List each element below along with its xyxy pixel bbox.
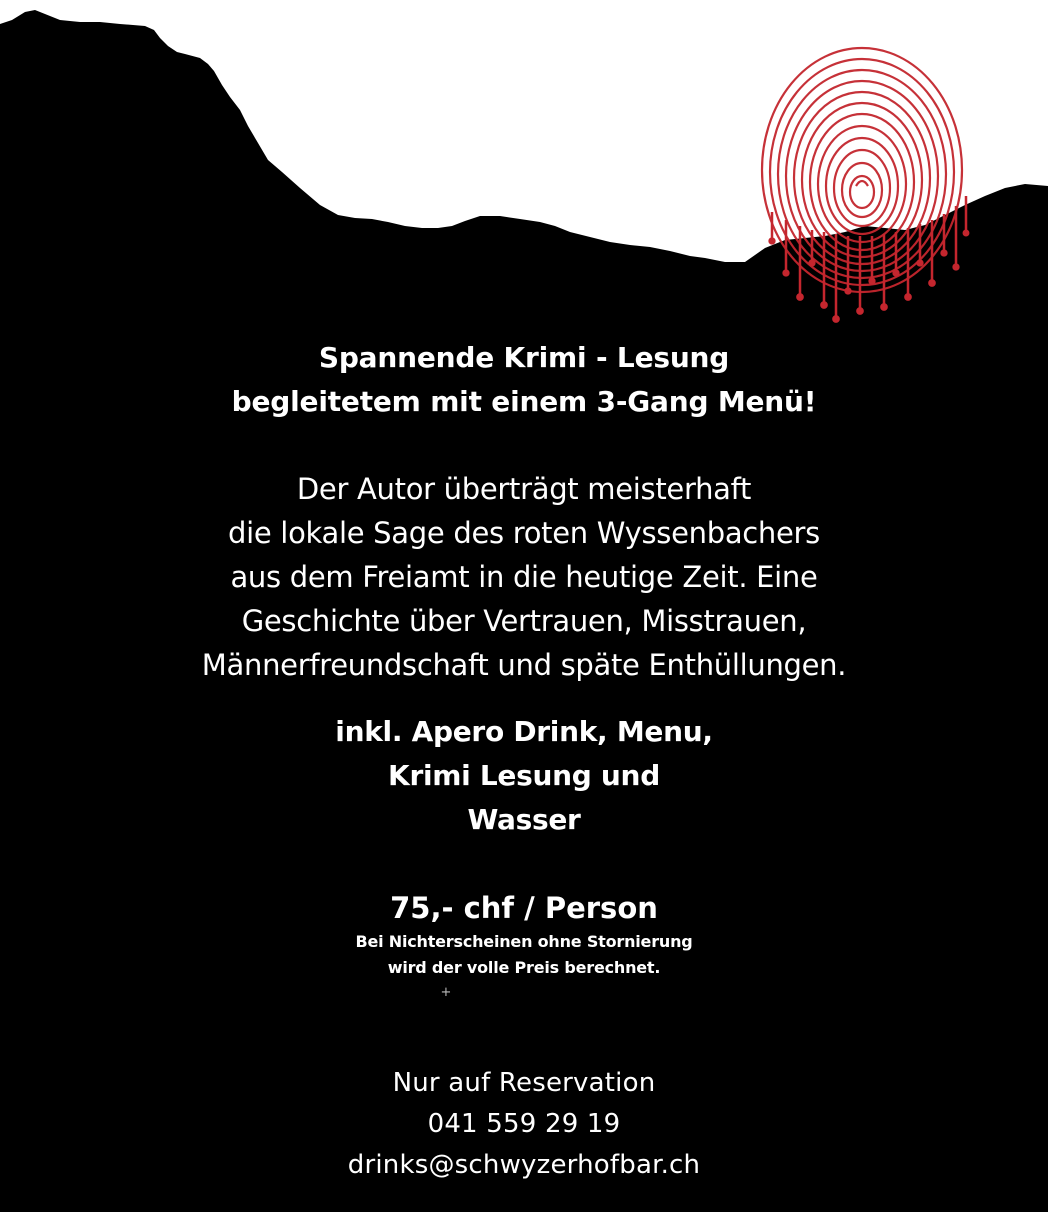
description-line-2: die lokale Sage des roten Wyssenbachers — [227, 516, 820, 550]
description-line-3: aus dem Freiamt in die heutige Zeit. Eine — [230, 560, 818, 594]
sky-area — [0, 0, 1048, 262]
plus-mark: + — [440, 985, 452, 1000]
contact — [0, 1063, 1048, 1186]
cancellation-notice — [0, 929, 1048, 981]
headline — [0, 336, 1048, 424]
headline-line-2: begleitetem mit einem 3-Gang Menü! — [231, 385, 817, 418]
reservation-note: Nur auf Reservation — [392, 1068, 656, 1098]
mountain-silhouette — [0, 0, 1048, 340]
price — [0, 886, 1048, 930]
description-line-4: Geschichte über Vertrauen, Misstrauen, — [241, 604, 807, 638]
description-line-5: Männerfreundschaft und späte Enthüllungen. — [201, 648, 847, 682]
included-line-3: Wasser — [467, 803, 581, 836]
headline-line-1: Spannende Krimi - Lesung — [318, 341, 730, 374]
included-items — [0, 710, 1048, 842]
cancellation-line-1: Bei Nichterscheinen ohne Stornierung — [355, 932, 693, 951]
phone-number[interactable]: 041 559 29 19 — [427, 1109, 621, 1139]
included-line-1: inkl. Apero Drink, Menu, — [335, 715, 713, 748]
price-label: 75,- chf / Person — [390, 891, 658, 925]
description-line-1: Der Autor überträgt meisterhaft — [296, 472, 752, 506]
description — [0, 467, 1048, 687]
included-line-2: Krimi Lesung und — [388, 759, 660, 792]
cancellation-line-2: wird der volle Preis berechnet. — [387, 958, 661, 977]
email-address[interactable]: drinks@schwyzerhofbar.ch — [347, 1150, 701, 1180]
